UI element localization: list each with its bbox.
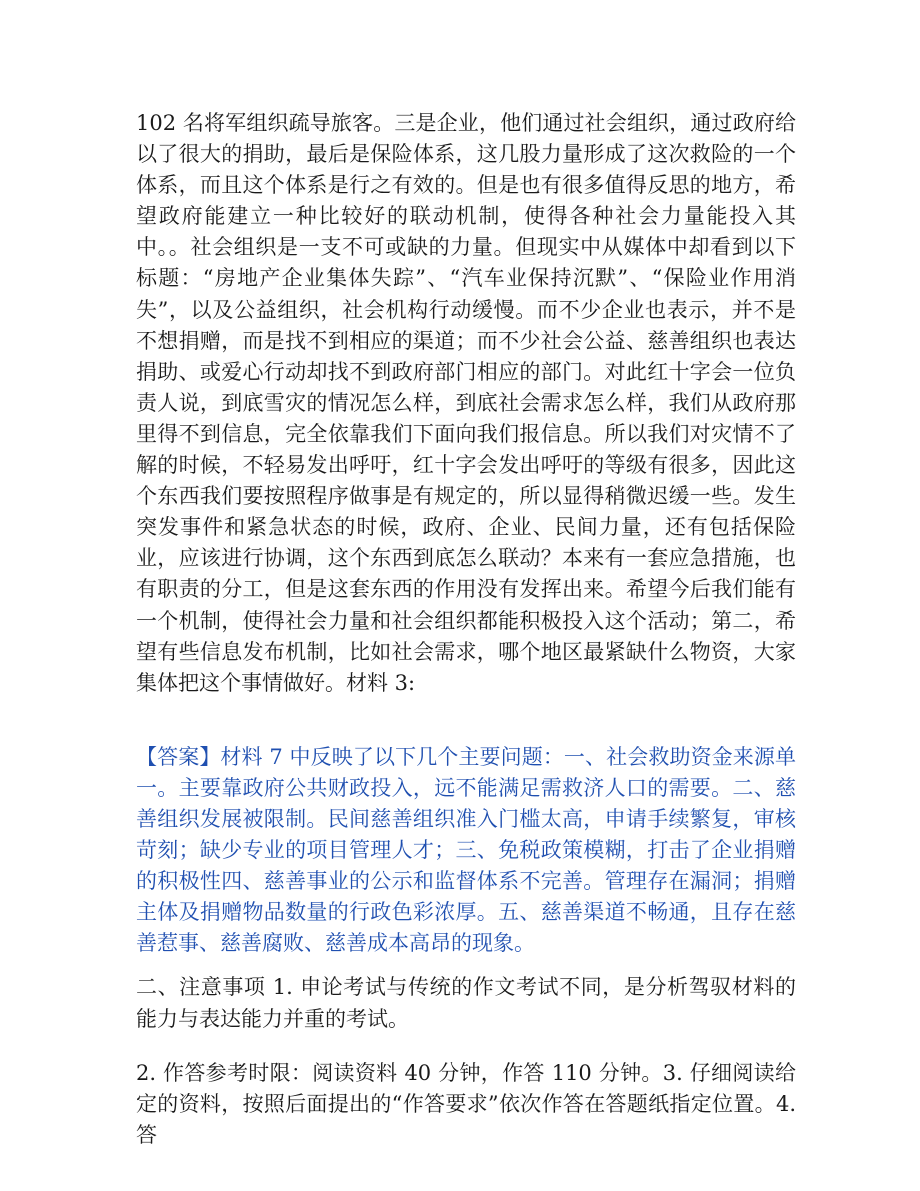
material-paragraph: 102 名将军组织疏导旅客。三是企业，他们通过社会组织，通过政府给以了很大的捐助，最后是保险体系，这几股力量形成了这次救险的一个体系，而且这个体系是行之有效的。但是也有很多值得反思的地方，希望政府能建立一种比较好的联动机制，使得各种社会力量能投入其中。。社会组织是一支不可或缺的力量。但现实中从媒体中却看到以下标题：“房地产企业集体失踪”、“汽车业保持沉默”、“保险业作用消失”，以及公益组织，社会机构行动缓慢。而不少企业也表示，并不是不想捐赠，而是找不到相应的渠道；而不少社会公益、慈善组织也表达捐助、或爱心行动却找不到政府部门相应的部门。对此红十字会一位负责人说，到底雪灾的情况怎么样，到底社会需求怎么样，我们从政府那里得不到信息，完全依靠我们下面向我们报信息。所以我们对灾情不了解的时候，不轻易发出呼吁，红十字会发出呼吁的等级有很多，因此这个东西我们要按照程序做事是有规定的，所以显得稍微迟缓一些。发生突发事件和紧急状态的时候，政府、企业、民间力量，还有包括保险业，应该进行协调，这个东西到底怎么联动？本来有一套应急措施，也有职责的分工，但是这套东西的作用没有发挥出来。希望今后我们能有一个机制，使得社会力量和社会组织都能积极投入这个活动；第二，希望有些信息发布机制，比如社会需求，哪个地区最紧缺什么物资，大家集体把这个事情做好。材料 3: xyxy=(136,111,796,695)
answer-paragraph: 【答案】材料 7 中反映了以下几个主要问题：一、社会救助资金来源单一。主要靠政府公共财政投入，远不能满足需救济人口的需要。二、慈善组织发展被限制。民间慈善组织准入门槛太高，申请手续繁复，审核苛刻；缺少专业的项目管理人才；三、免税政策模糊，打击了企业捐赠的积极性四、慈善事业的公示和监督体系不完善。管理存在漏洞；捐赠主体及捐赠物品数量的行政色彩浓厚。五、慈善渠道不畅通，且存在慈善惹事、慈善腐败、慈善成本高昂的现象。 xyxy=(136,744,796,956)
notice-paragraph-2: 2. 作答参考时限：阅读资料 40 分钟，作答 110 分钟。3. 仔细阅读给定的资料，按照后面提出的“作答要求”依次作答在答题纸指定位置。4. 答 xyxy=(136,1060,796,1147)
notice-paragraph-1: 二、注意事项 1. 申论考试与传统的作文考试不同，是分析驾驭材料的能力与表达能力并重的考试。 xyxy=(136,975,796,1031)
document-page xyxy=(136,108,796,1151)
